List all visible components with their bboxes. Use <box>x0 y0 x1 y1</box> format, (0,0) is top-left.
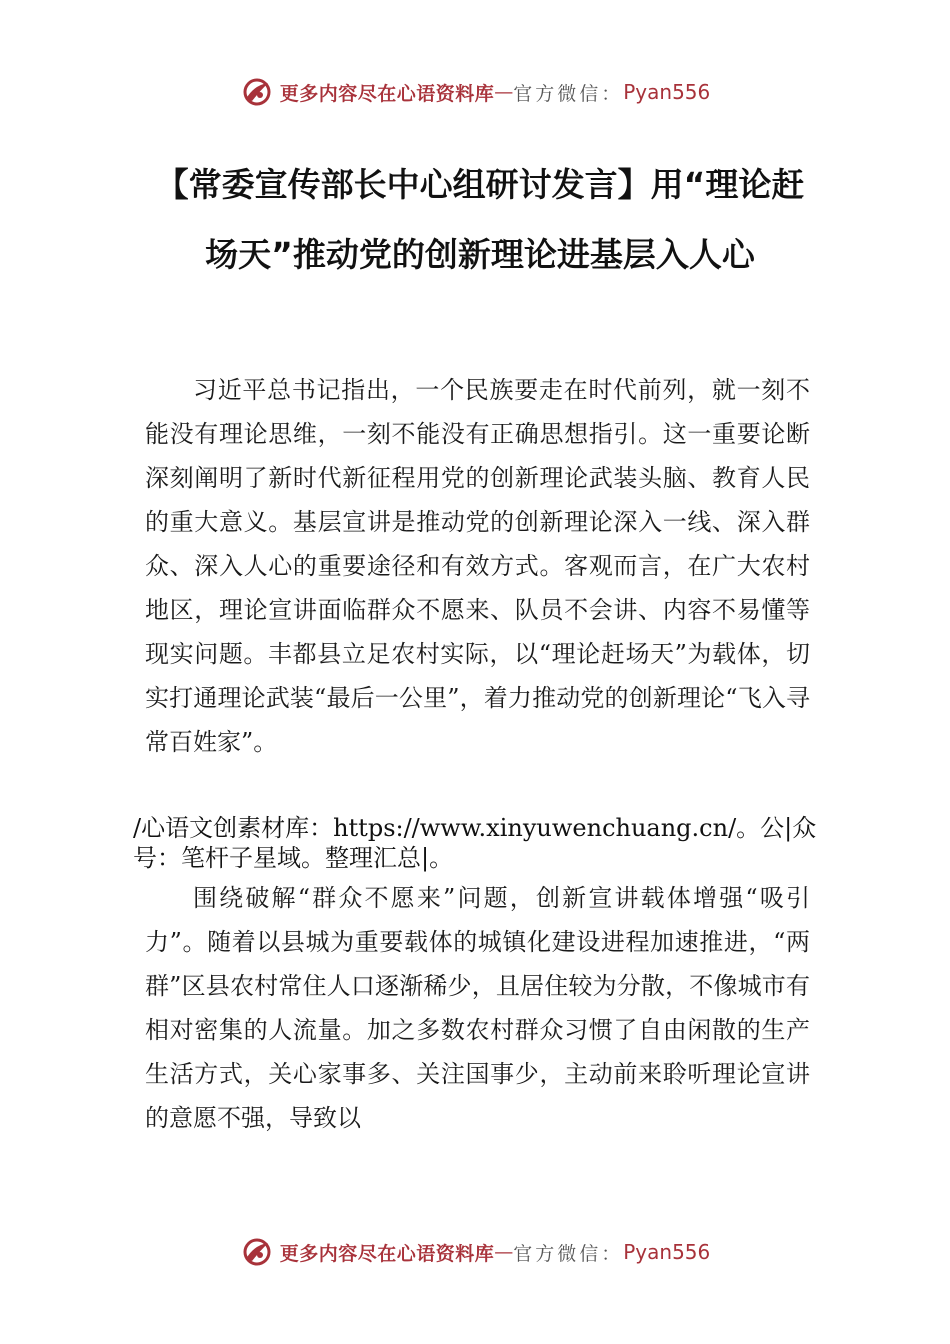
banner-wechat-label: 官方微信： <box>513 82 624 105</box>
brand-logo-icon <box>240 75 274 109</box>
source-note: /心语文创素材库：https://www.xinyuwenchuang.cn/。公|众号：笔杆子星域。整理汇总|。 <box>133 814 817 872</box>
brand-logo-icon <box>240 1235 274 1269</box>
banner-wechat-id: Pyan556 <box>623 80 711 104</box>
banner-wechat-label: 官方微信： <box>513 1242 624 1265</box>
banner-wechat-id: Pyan556 <box>623 1240 711 1264</box>
paragraph-2: 围绕破解“群众不愿来”问题，创新宣讲载体增强“吸引力”。随着以县城为重要载体的城镇化建设进程加速推进，“两群”区县农村常住人口逐渐稀少，且居住较为分散，不像城市有相对密集的人流量。加之多数农村群众习惯了自由闲散的生产生活方式，关心家事多、关注国事少，主动前来聆听理论宣讲的意愿不强，导致以 <box>145 884 810 1132</box>
banner-dash: — <box>494 81 514 103</box>
header-banner <box>0 72 950 112</box>
footer-banner <box>0 1232 950 1272</box>
paragraph-1: 习近平总书记指出，一个民族要走在时代前列，就一刻不能没有理论思维，一刻不能没有正确思想指引。这一重要论断深刻阐明了新时代新征程用党的创新理论武装头脑、教育人民的重大意义。基层宣讲是推动党的创新理论深入一线、深入群众、深入人心的重要途径和有效方式。客观而言，在广大农村地区，理论宣讲面临群众不愿来、队员不会讲、内容不易懂等现实问题。丰都县立足农村实际，以“理论赶场天”为载体，切实打通理论武装“最后一公里”，着力推动党的创新理论“飞入寻常百姓家”。 <box>145 376 810 756</box>
banner-dash: — <box>494 1241 514 1263</box>
banner-brand-text: 更多内容尽在心语资料库 <box>279 82 495 105</box>
document-title: 【常委宣传部长中心组研讨发言】用“理论赶场天”推动党的创新理论进基层入人心 <box>155 165 805 274</box>
banner-brand-text: 更多内容尽在心语资料库 <box>279 1242 495 1265</box>
